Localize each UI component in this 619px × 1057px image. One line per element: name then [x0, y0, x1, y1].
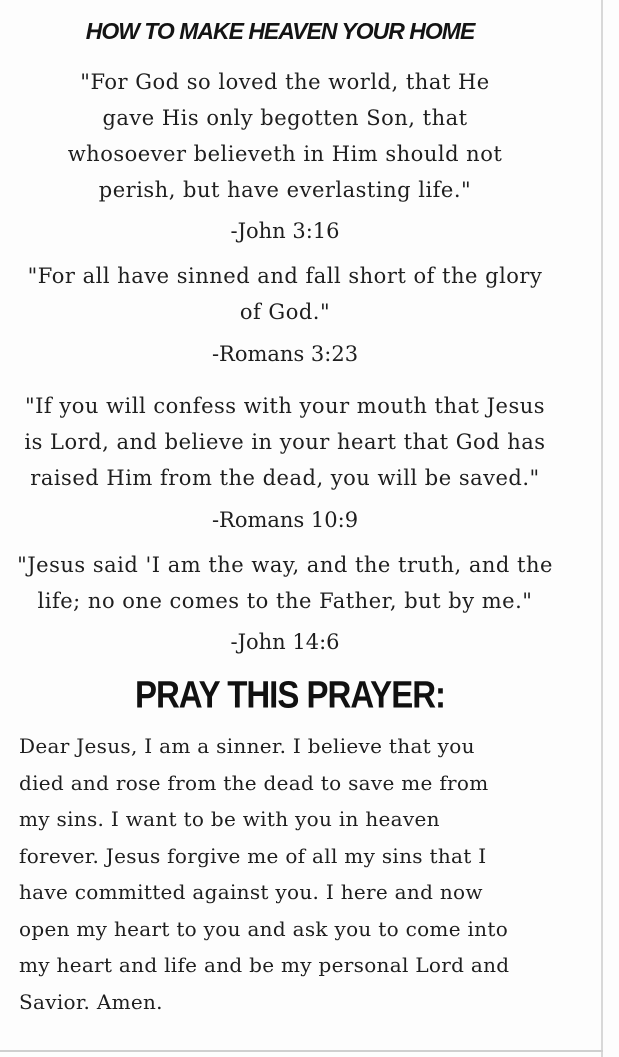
card-right-edge: [601, 0, 603, 1057]
verse-john-14-6: "Jesus said 'I am the way, and the truth, and the life; no one comes to the Father, but by me.": [17, 553, 553, 613]
reference-romans-10-9: -Romans 10:9: [211, 508, 359, 532]
verse-romans-3-23: "For all have sinned and fall short of the glory of God.": [27, 264, 543, 324]
page-title: HOW TO MAKE HEAVEN YOUR HOME: [85, 18, 475, 44]
reference-romans-3-23: -Romans 3:23: [211, 342, 359, 366]
card-bottom-edge: [0, 1050, 603, 1052]
verse-romans-10-9: "If you will confess with your mouth that Jesus is Lord, and believe in your heart that God has raised Him from the dead, you will be saved.": [24, 394, 546, 490]
reference-john-3-16: -John 3:16: [230, 219, 340, 243]
verse-john-3-16: "For God so loved the world, that He gave His only begotten Son, that whosoever believeth in Him should not perish, but have everlasting life.": [67, 70, 503, 202]
reference-john-14-6: -John 14:6: [230, 630, 340, 654]
prayer-heading: PRAY THIS PRAYER:: [134, 673, 446, 716]
prayer-text: Dear Jesus, I am a sinner. I believe that you died and rose from the dead to save me from my sins. I want to be with you in heaven forever. Jesus forgive me of all my sins that I have committed against you. I here and now open my heart to you and ask you to come into my heart and life and be my personal Lord and Savior. Amen.: [19, 734, 510, 1014]
